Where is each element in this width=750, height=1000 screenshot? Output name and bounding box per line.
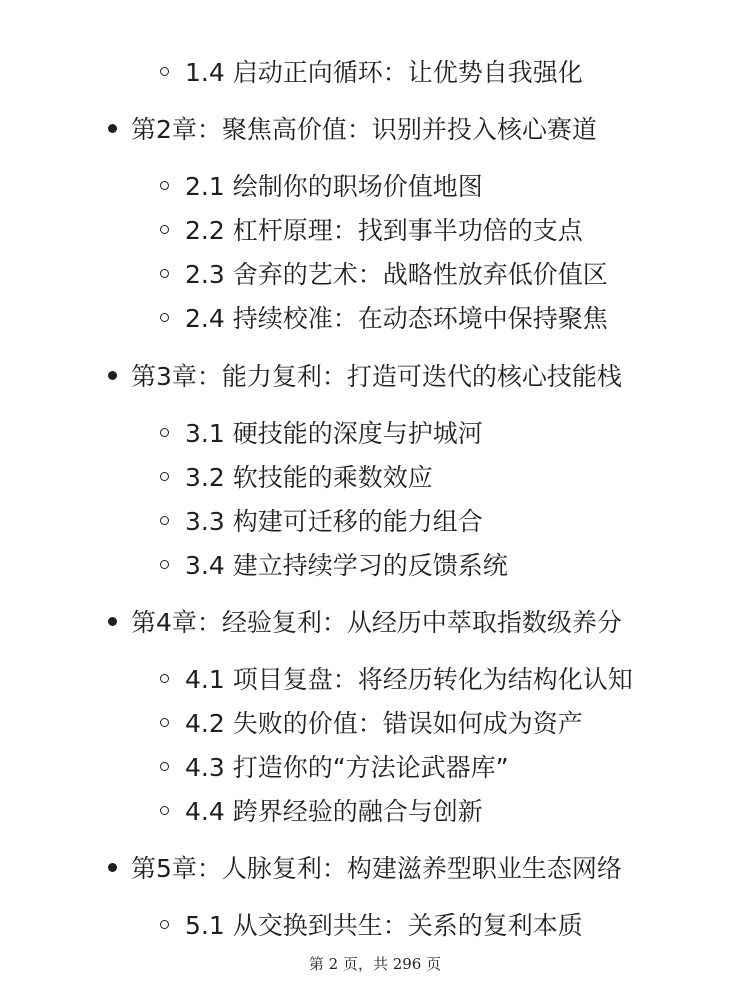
toc-chapter-2 [108,107,597,151]
toc-section-5-1 [160,903,583,947]
circle-bullet-icon [160,920,169,929]
toc-section-label: 4.1 项目复盘：将经历转化为结构化认知 [185,665,633,694]
toc-section-2-2 [160,208,583,252]
disc-bullet-icon [108,371,117,380]
circle-bullet-icon [160,516,169,525]
disc-bullet-icon [108,124,117,133]
toc-section-label: 5.1 从交换到共生：关系的复利本质 [185,911,583,940]
circle-bullet-icon [160,806,169,815]
toc-section-label: 3.1 硬技能的深度与护城河 [185,419,483,448]
disc-bullet-icon [108,617,117,626]
toc-section-3-2 [160,455,433,499]
toc-section-label: 4.2 失败的价值：错误如何成为资产 [185,709,583,738]
page-number-footer: 第 2 页，共 296 页 [308,955,442,973]
toc-chapter-label: 第5章：人脉复利：构建滋养型职业生态网络 [131,854,622,883]
disc-bullet-icon [108,863,117,872]
toc-section-2-1 [160,164,483,208]
toc-section-3-4 [160,543,508,587]
toc-section-4-1 [160,657,633,701]
toc-section-label: 4.4 跨界经验的融合与创新 [185,797,483,826]
toc-chapter-label: 第2章：聚焦高价值：识别并投入核心赛道 [131,115,597,144]
toc-section-2-3 [160,252,608,296]
toc-section-label: 4.3 打造你的“方法论武器库” [185,753,509,782]
toc-chapter-label: 第3章：能力复利：打造可迭代的核心技能栈 [131,362,622,391]
circle-bullet-icon [160,718,169,727]
toc-section-4-3 [160,745,509,789]
toc-section-4-2 [160,701,583,745]
toc-section-label: 1.4 启动正向循环：让优势自我强化 [185,58,583,87]
toc-chapter-4 [108,600,622,644]
toc-section-label: 2.2 杠杆原理：找到事半功倍的支点 [185,216,583,245]
circle-bullet-icon [160,269,169,278]
toc-section-4-4 [160,789,483,833]
toc-section-2-4 [160,296,608,340]
toc-chapter-label: 第4章：经验复利：从经历中萃取指数级养分 [131,608,622,637]
toc-section-label: 2.3 舍弃的艺术：战略性放弃低价值区 [185,260,608,289]
toc-chapter-5 [108,846,622,890]
circle-bullet-icon [160,225,169,234]
toc-section-label: 3.2 软技能的乘数效应 [185,463,433,492]
toc-section-3-1 [160,411,483,455]
circle-bullet-icon [160,181,169,190]
circle-bullet-icon [160,313,169,322]
toc-section-label: 3.4 建立持续学习的反馈系统 [185,551,508,580]
circle-bullet-icon [160,67,169,76]
circle-bullet-icon [160,674,169,683]
circle-bullet-icon [160,472,169,481]
toc-section-label: 3.3 构建可迁移的能力组合 [185,507,483,536]
toc-section-1-4 [160,50,583,94]
circle-bullet-icon [160,428,169,437]
toc-section-label: 2.4 持续校准：在动态环境中保持聚焦 [185,304,608,333]
circle-bullet-icon [160,762,169,771]
toc-chapter-3 [108,354,622,398]
toc-section-3-3 [160,499,483,543]
toc-section-label: 2.1 绘制你的职场价值地图 [185,172,483,201]
circle-bullet-icon [160,560,169,569]
